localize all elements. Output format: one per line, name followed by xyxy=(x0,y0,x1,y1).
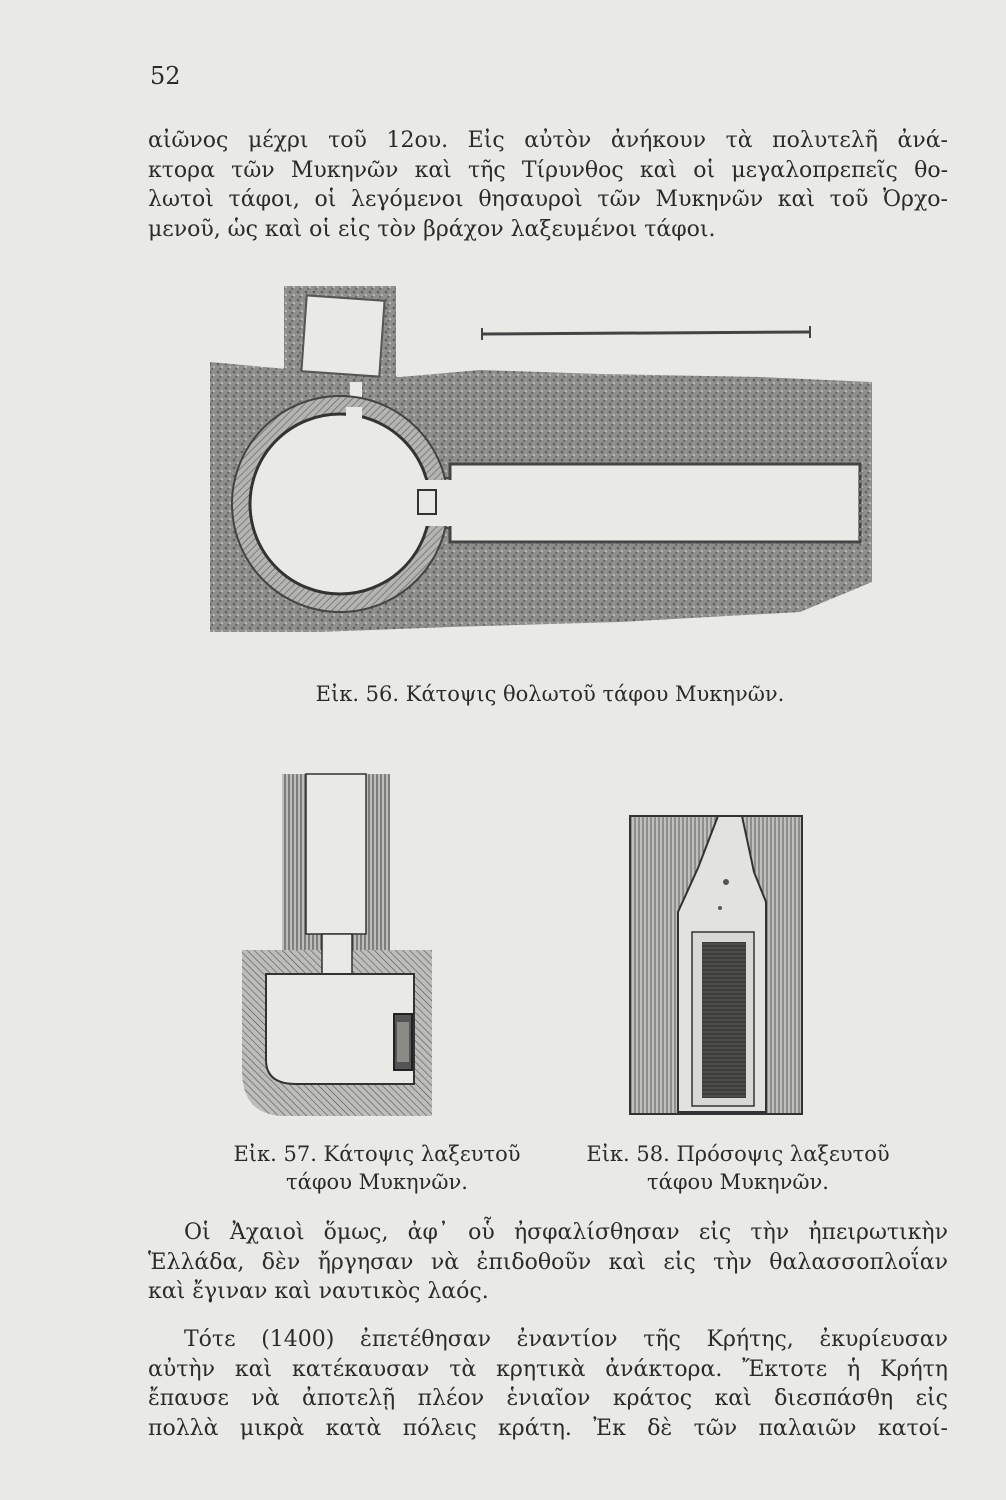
figure-58-rockcut-facade xyxy=(626,812,806,1118)
text-line: πολλὰ μικρὰ κατὰ πόλεις κράτη. Ἐκ δὲ τῶν παλαιῶν κατοί- xyxy=(148,1415,948,1441)
paragraph-crete xyxy=(148,1325,948,1443)
paragraph-achaeans xyxy=(148,1218,948,1307)
figure-56-caption: Εἰκ. 56. Κάτοψις θολωτοῦ τάφου Μυκηνῶν. xyxy=(315,682,785,706)
caption-line: Εἰκ. 57. Κάτοψις λαξευτοῦ xyxy=(233,1142,521,1166)
figure-57-rockcut-plan xyxy=(236,770,436,1120)
figure-58-caption xyxy=(578,1140,898,1196)
text-line: λωτοὶ τάφοι, οἱ λεγόμενοι θησαυροὶ τῶν Μυκηνῶν καὶ τοῦ Ὀρχο- xyxy=(148,187,948,212)
text-line: Ἑλλάδα, δὲν ἤργησαν νὰ ἐπιδοθοῦν καὶ εἰς τὴν θαλασσοπλοΐαν xyxy=(148,1249,948,1275)
figure-57-caption xyxy=(232,1140,522,1196)
paragraph-intro xyxy=(148,126,948,244)
page-number: 52 xyxy=(150,62,181,90)
text-line: αὐτὴν καὶ κατέκαυσαν τὰ κρητικὰ ἀνάκτορα. Ἔκτοτε ἡ Κρήτη xyxy=(148,1356,948,1382)
text-line: αἰῶνος μέχρι τοῦ 12ου. Εἰς αὐτὸν ἀνήκουν τὰ πολυτελῆ ἀνά- xyxy=(148,128,948,153)
text-line: ἔπαυσε νὰ ἀποτελῇ πλέον ἑνιαῖον κράτος καὶ διεσπάσθη εἰς xyxy=(148,1386,948,1411)
caption-line: τάφου Μυκηνῶν. xyxy=(647,1170,829,1194)
figure-56-tholos-plan xyxy=(200,282,876,644)
text-line: μενοῦ, ὡς καὶ οἱ εἰς τὸν βράχον λαξευμένοι τάφοι. xyxy=(148,216,716,242)
text-line: κτορα τῶν Μυκηνῶν καὶ τῆς Τίρυνθος καὶ οἱ μεγαλοπρεπεῖς θο- xyxy=(148,157,948,183)
caption-line: Εἰκ. 58. Πρόσοψις λαξευτοῦ xyxy=(586,1142,890,1166)
text-line: καὶ ἔγιναν καὶ ναυτικὸς λαός. xyxy=(148,1279,489,1304)
text-line: Τότε (1400) ἐπετέθησαν ἐναντίον τῆς Κρήτης, ἐκυρίευσαν xyxy=(184,1327,948,1352)
text-line: Οἱ Ἀχαιοὶ ὅμως, ἀφ᾽ οὗ ἠσφαλίσθησαν εἰς τὴν ἠπειρωτικὴν xyxy=(184,1220,948,1245)
caption-line: τάφου Μυκηνῶν. xyxy=(286,1170,468,1194)
